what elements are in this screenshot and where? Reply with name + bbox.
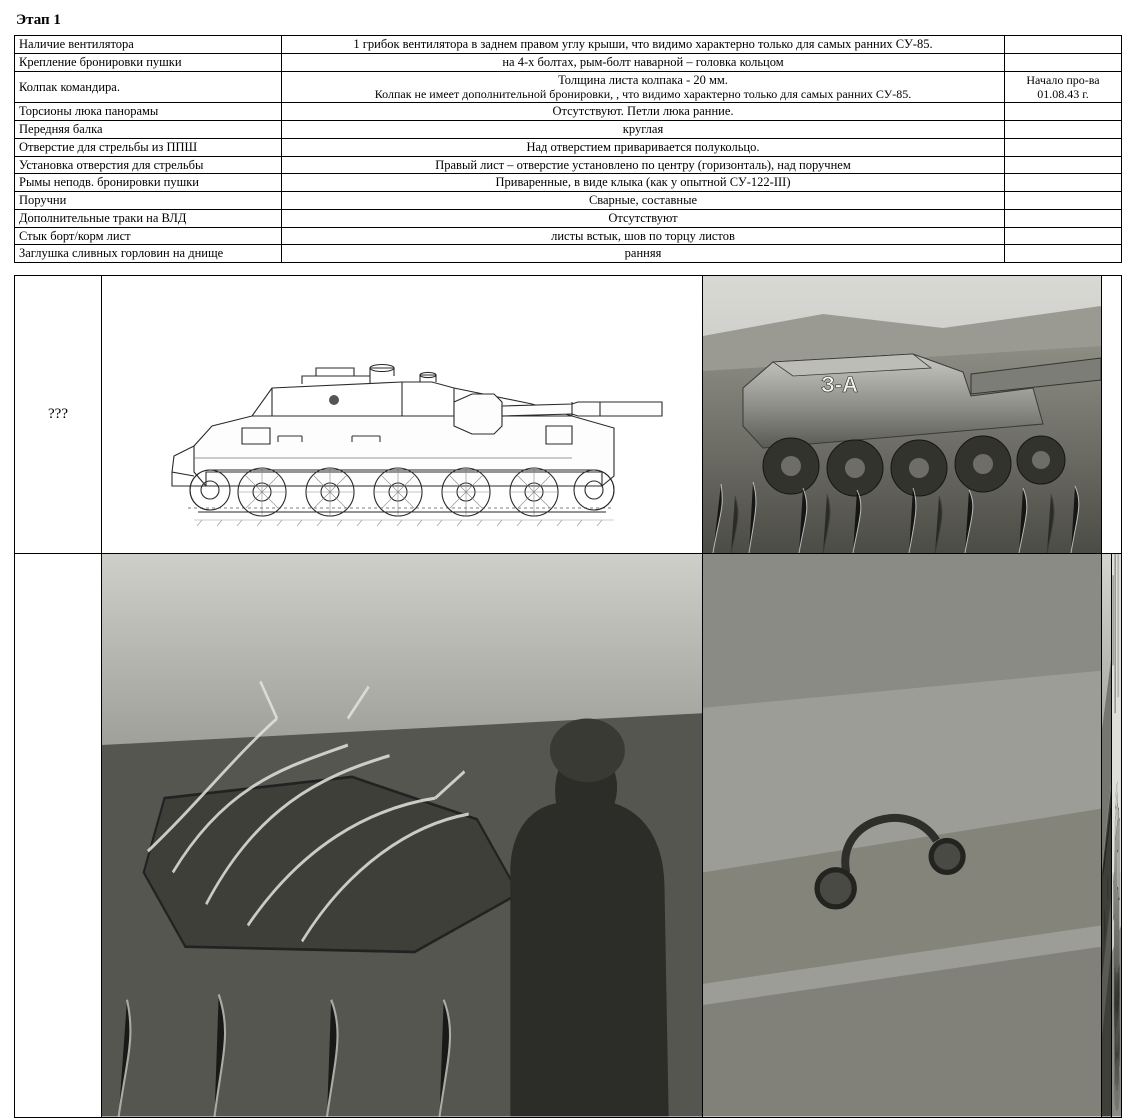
mosaic-row-top bbox=[15, 276, 1122, 554]
row-note bbox=[1005, 121, 1122, 139]
row-value bbox=[282, 227, 1005, 245]
row-note bbox=[1005, 138, 1122, 156]
table-row bbox=[15, 121, 1122, 139]
table-row bbox=[15, 103, 1122, 121]
specification-table bbox=[14, 35, 1122, 263]
row-value bbox=[282, 53, 1005, 71]
row-note bbox=[1005, 227, 1122, 245]
table-row bbox=[15, 209, 1122, 227]
row-note bbox=[1005, 245, 1122, 263]
row-label: Передняя балка bbox=[15, 121, 282, 139]
row-label: Поручни bbox=[15, 192, 282, 210]
row-note bbox=[1005, 209, 1122, 227]
row-value-line: Толщина листа колпака - 20 мм. bbox=[286, 73, 1000, 88]
su-85-side-view-drawing bbox=[102, 276, 702, 553]
row-value bbox=[282, 121, 1005, 139]
su-85-field-photo-cell bbox=[703, 276, 1102, 554]
empty-left-cell bbox=[15, 554, 102, 1118]
row-label: Стык борт/корм лист bbox=[15, 227, 282, 245]
row-note bbox=[1005, 53, 1122, 71]
field-photo-graphic bbox=[703, 276, 1101, 553]
hull-detail-graphic bbox=[1102, 554, 1111, 1117]
row-note bbox=[1005, 36, 1122, 54]
wreck-photo-graphic bbox=[102, 554, 702, 1117]
row-label: Рымы неподв. бронировки пушки bbox=[15, 174, 282, 192]
hull-side-detail-cell bbox=[1102, 554, 1112, 1118]
su-85-line-drawing-cell bbox=[102, 276, 703, 554]
row-note bbox=[1005, 71, 1122, 103]
row-label: Наличие вентилятора bbox=[15, 36, 282, 54]
row-label: Торсионы люка панорамы bbox=[15, 103, 282, 121]
row-label: Заглушка сливных горловин на днище bbox=[15, 245, 282, 263]
row-note-line2: 01.08.43 г. bbox=[1009, 87, 1117, 101]
row-value bbox=[282, 36, 1005, 54]
table-row bbox=[15, 174, 1122, 192]
table-row bbox=[15, 156, 1122, 174]
row-value-line: Отсутствуют. Петли люка ранние. bbox=[286, 104, 1000, 119]
row-value-line: Приваренные, в виде клыка (как у опытной СУ-122-III) bbox=[286, 175, 1000, 190]
mosaic-row-bottom bbox=[15, 554, 1122, 1118]
row-value-line: круглая bbox=[286, 122, 1000, 137]
row-label: Крепление бронировки пушки bbox=[15, 53, 282, 71]
svg-text:З-А: З-А bbox=[821, 372, 858, 397]
row-value bbox=[282, 245, 1005, 263]
row-value bbox=[282, 156, 1005, 174]
table-row bbox=[15, 245, 1122, 263]
row-note bbox=[1005, 192, 1122, 210]
table-row bbox=[15, 138, 1122, 156]
table-body bbox=[15, 36, 1122, 263]
gun-mantlet-detail-cell bbox=[703, 554, 1102, 1118]
gun-mantlet-detail-photo bbox=[703, 554, 1101, 1117]
row-value bbox=[282, 71, 1005, 103]
row-label: Установка отверстия для стрельбы bbox=[15, 156, 282, 174]
row-value bbox=[282, 138, 1005, 156]
su-85-front-three-quarter-photo bbox=[1112, 554, 1121, 1117]
su-85-line-drawing bbox=[102, 276, 702, 553]
row-value-line: Отсутствуют bbox=[286, 211, 1000, 226]
su-85-wreck-with-soldier-photo bbox=[102, 554, 702, 1117]
su-85-wreck-with-soldier-cell bbox=[102, 554, 703, 1118]
row-value-line: листы встык, шов по торцу листов bbox=[286, 229, 1000, 244]
row-value-line: Над отверстием приваривается полукольцо. bbox=[286, 140, 1000, 155]
row-value bbox=[282, 103, 1005, 121]
row-note bbox=[1005, 174, 1122, 192]
table-row bbox=[15, 71, 1122, 103]
row-value-line: на 4-х болтах, рым-болт наварной – головка кольцом bbox=[286, 55, 1000, 70]
su-85-knocked-out-field-photo bbox=[703, 276, 1101, 553]
row-label: Дополнительные траки на ВЛД bbox=[15, 209, 282, 227]
row-label: Отверстие для стрельбы из ППШ bbox=[15, 138, 282, 156]
row-note bbox=[1005, 103, 1122, 121]
hull-side-detail-photo bbox=[1102, 554, 1111, 1117]
row-value-line: Правый лист – отверстие установлено по центру (горизонталь), над поручнем bbox=[286, 158, 1000, 173]
row-value-line: Колпак не имеет дополнительной бронировки, , что видимо характерно только для самых ранних СУ-85. bbox=[286, 87, 1000, 101]
row-value-line: ранняя bbox=[286, 246, 1000, 261]
row-note-line1: Начало про-ва bbox=[1009, 73, 1117, 87]
su-85-front-three-quarter-cell bbox=[1112, 554, 1122, 1118]
table-row bbox=[15, 36, 1122, 54]
row-note bbox=[1005, 156, 1122, 174]
row-value bbox=[282, 209, 1005, 227]
mosaic-body bbox=[15, 276, 1122, 1118]
page-title: Этап 1 bbox=[16, 12, 1122, 29]
table-row bbox=[15, 227, 1122, 245]
query-mark-cell: ??? bbox=[15, 276, 102, 554]
row-value-line: 1 грибок вентилятора в заднем правом углу крыши, что видимо характерно только для самых ранних СУ-85. bbox=[286, 37, 1000, 52]
table-row bbox=[15, 192, 1122, 210]
front-quarter-photo-graphic bbox=[1112, 554, 1121, 1117]
mantlet-detail-graphic bbox=[703, 554, 1101, 1117]
table-row bbox=[15, 53, 1122, 71]
image-mosaic bbox=[14, 275, 1122, 1118]
row-value bbox=[282, 174, 1005, 192]
row-value bbox=[282, 192, 1005, 210]
row-label: Колпак командира. bbox=[15, 71, 282, 103]
row-value-line: Сварные, составные bbox=[286, 193, 1000, 208]
